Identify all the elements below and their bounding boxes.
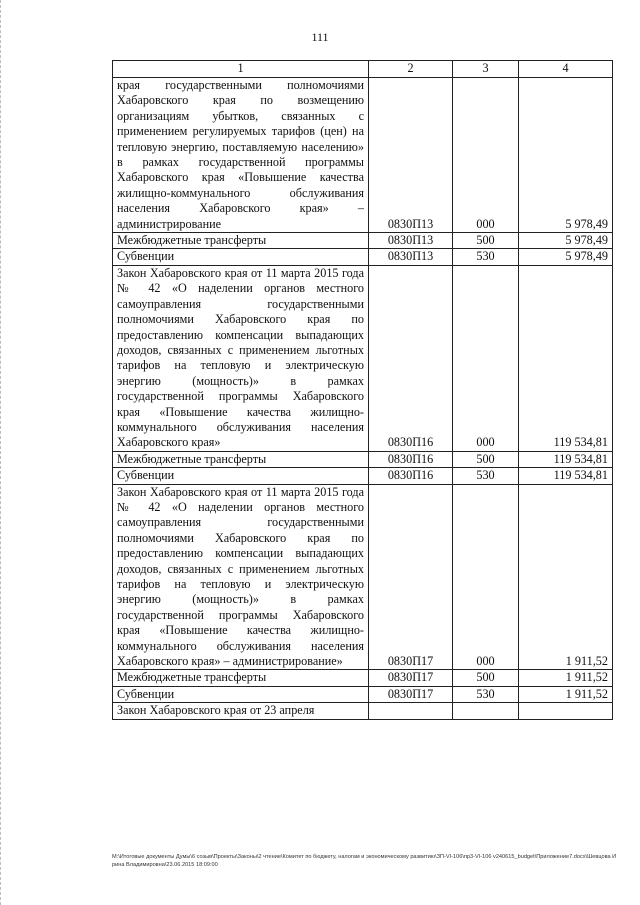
header-col-4: 4 — [519, 61, 613, 78]
row-name: Межбюджетные трансферты — [113, 670, 369, 686]
table-row — [113, 703, 613, 719]
row-amount: 119 534,81 — [519, 468, 613, 484]
row-amount — [519, 703, 613, 719]
row-expense-type: 500 — [453, 670, 519, 686]
row-expense-type: 000 — [453, 78, 519, 233]
row-name: Субвенции — [113, 249, 369, 265]
table-row — [113, 484, 613, 670]
table-row — [113, 451, 613, 467]
table-row — [113, 468, 613, 484]
row-amount: 1 911,52 — [519, 484, 613, 670]
table-row — [113, 233, 613, 249]
row-target-code: 0830П16 — [369, 451, 453, 467]
row-target-code: 0830П13 — [369, 249, 453, 265]
table-row — [113, 265, 613, 451]
row-expense-type: 000 — [453, 484, 519, 670]
row-expense-type: 530 — [453, 468, 519, 484]
header-col-3: 3 — [453, 61, 519, 78]
row-amount: 5 978,49 — [519, 78, 613, 233]
scan-edge — [0, 0, 3, 905]
row-target-code: 0830П17 — [369, 686, 453, 702]
header-col-2: 2 — [369, 61, 453, 78]
row-target-code: 0830П17 — [369, 484, 453, 670]
row-target-code: 0830П13 — [369, 78, 453, 233]
row-name: Субвенции — [113, 686, 369, 702]
row-expense-type: 000 — [453, 265, 519, 451]
row-name: края государственными полномочиями Хабаровского края по возмещению организациям убытков, связанных с применением регулируемых тарифов (цен) на тепловую энергию, поставляемую населению» в рамках государственной программы Хабаровского края «Повышение качества жилищно-коммунального обслуживания населения Хабаровского края» – администрирование — [113, 78, 369, 233]
row-target-code: 0830П13 — [369, 233, 453, 249]
row-expense-type — [453, 703, 519, 719]
row-name: Межбюджетные трансферты — [113, 233, 369, 249]
table-row — [113, 670, 613, 686]
row-amount: 119 534,81 — [519, 265, 613, 451]
row-target-code: 0830П16 — [369, 468, 453, 484]
table-row — [113, 249, 613, 265]
row-expense-type: 530 — [453, 686, 519, 702]
row-name: Закон Хабаровского края от 23 апреля — [113, 703, 369, 719]
row-amount: 1 911,52 — [519, 686, 613, 702]
row-amount: 5 978,49 — [519, 249, 613, 265]
table-row — [113, 78, 613, 233]
row-expense-type: 530 — [453, 249, 519, 265]
row-target-code: 0830П17 — [369, 670, 453, 686]
row-name: Закон Хабаровского края от 11 марта 2015 года № 42 «О наделении органов местного самоуправления государственными полномочиями Хабаровского края по предоставлению компенсации выпадающих доходов, связанных с применением льготных тарифов на тепловую и электрическую энергию (мощность)» в рамках государственной программы Хабаровского края «Повышение качества жилищно-коммунального обслуживания населения Хабаровского края» – администрирование» — [113, 484, 369, 670]
row-name: Закон Хабаровского края от 11 марта 2015 года № 42 «О наделении органов местного самоуправления государственными полномочиями Хабаровского края по предоставлению компенсации выпадающих доходов, связанных с применением льготных тарифов на тепловую и электрическую энергию (мощность)» в рамках государственной программы Хабаровского края «Повышение качества жилищно-коммунального обслуживания населения Хабаровского края» — [113, 265, 369, 451]
row-target-code — [369, 703, 453, 719]
row-amount: 119 534,81 — [519, 451, 613, 467]
row-target-code: 0830П16 — [369, 265, 453, 451]
row-amount: 1 911,52 — [519, 670, 613, 686]
row-name: Межбюджетные трансферты — [113, 451, 369, 467]
row-name: Субвенции — [113, 468, 369, 484]
row-amount: 5 978,49 — [519, 233, 613, 249]
table-header-row — [113, 61, 613, 78]
row-expense-type: 500 — [453, 233, 519, 249]
page-number: 111 — [311, 30, 329, 44]
header-col-1: 1 — [113, 61, 369, 78]
row-expense-type: 500 — [453, 451, 519, 467]
file-path-footer: М:\Итоговые документы Думы\6 созыв\Проекты\Законы\2 чтение\Комитет по бюджету, налогам и экономическому развитию\ЗП-VI-106\пр3-VI-106 v240615_budget\Приложение7.docx\Шевцова Ирина Владимировна\23.06.2015 18:09:00 — [112, 854, 617, 868]
budget-table — [112, 60, 613, 720]
table-row — [113, 686, 613, 702]
